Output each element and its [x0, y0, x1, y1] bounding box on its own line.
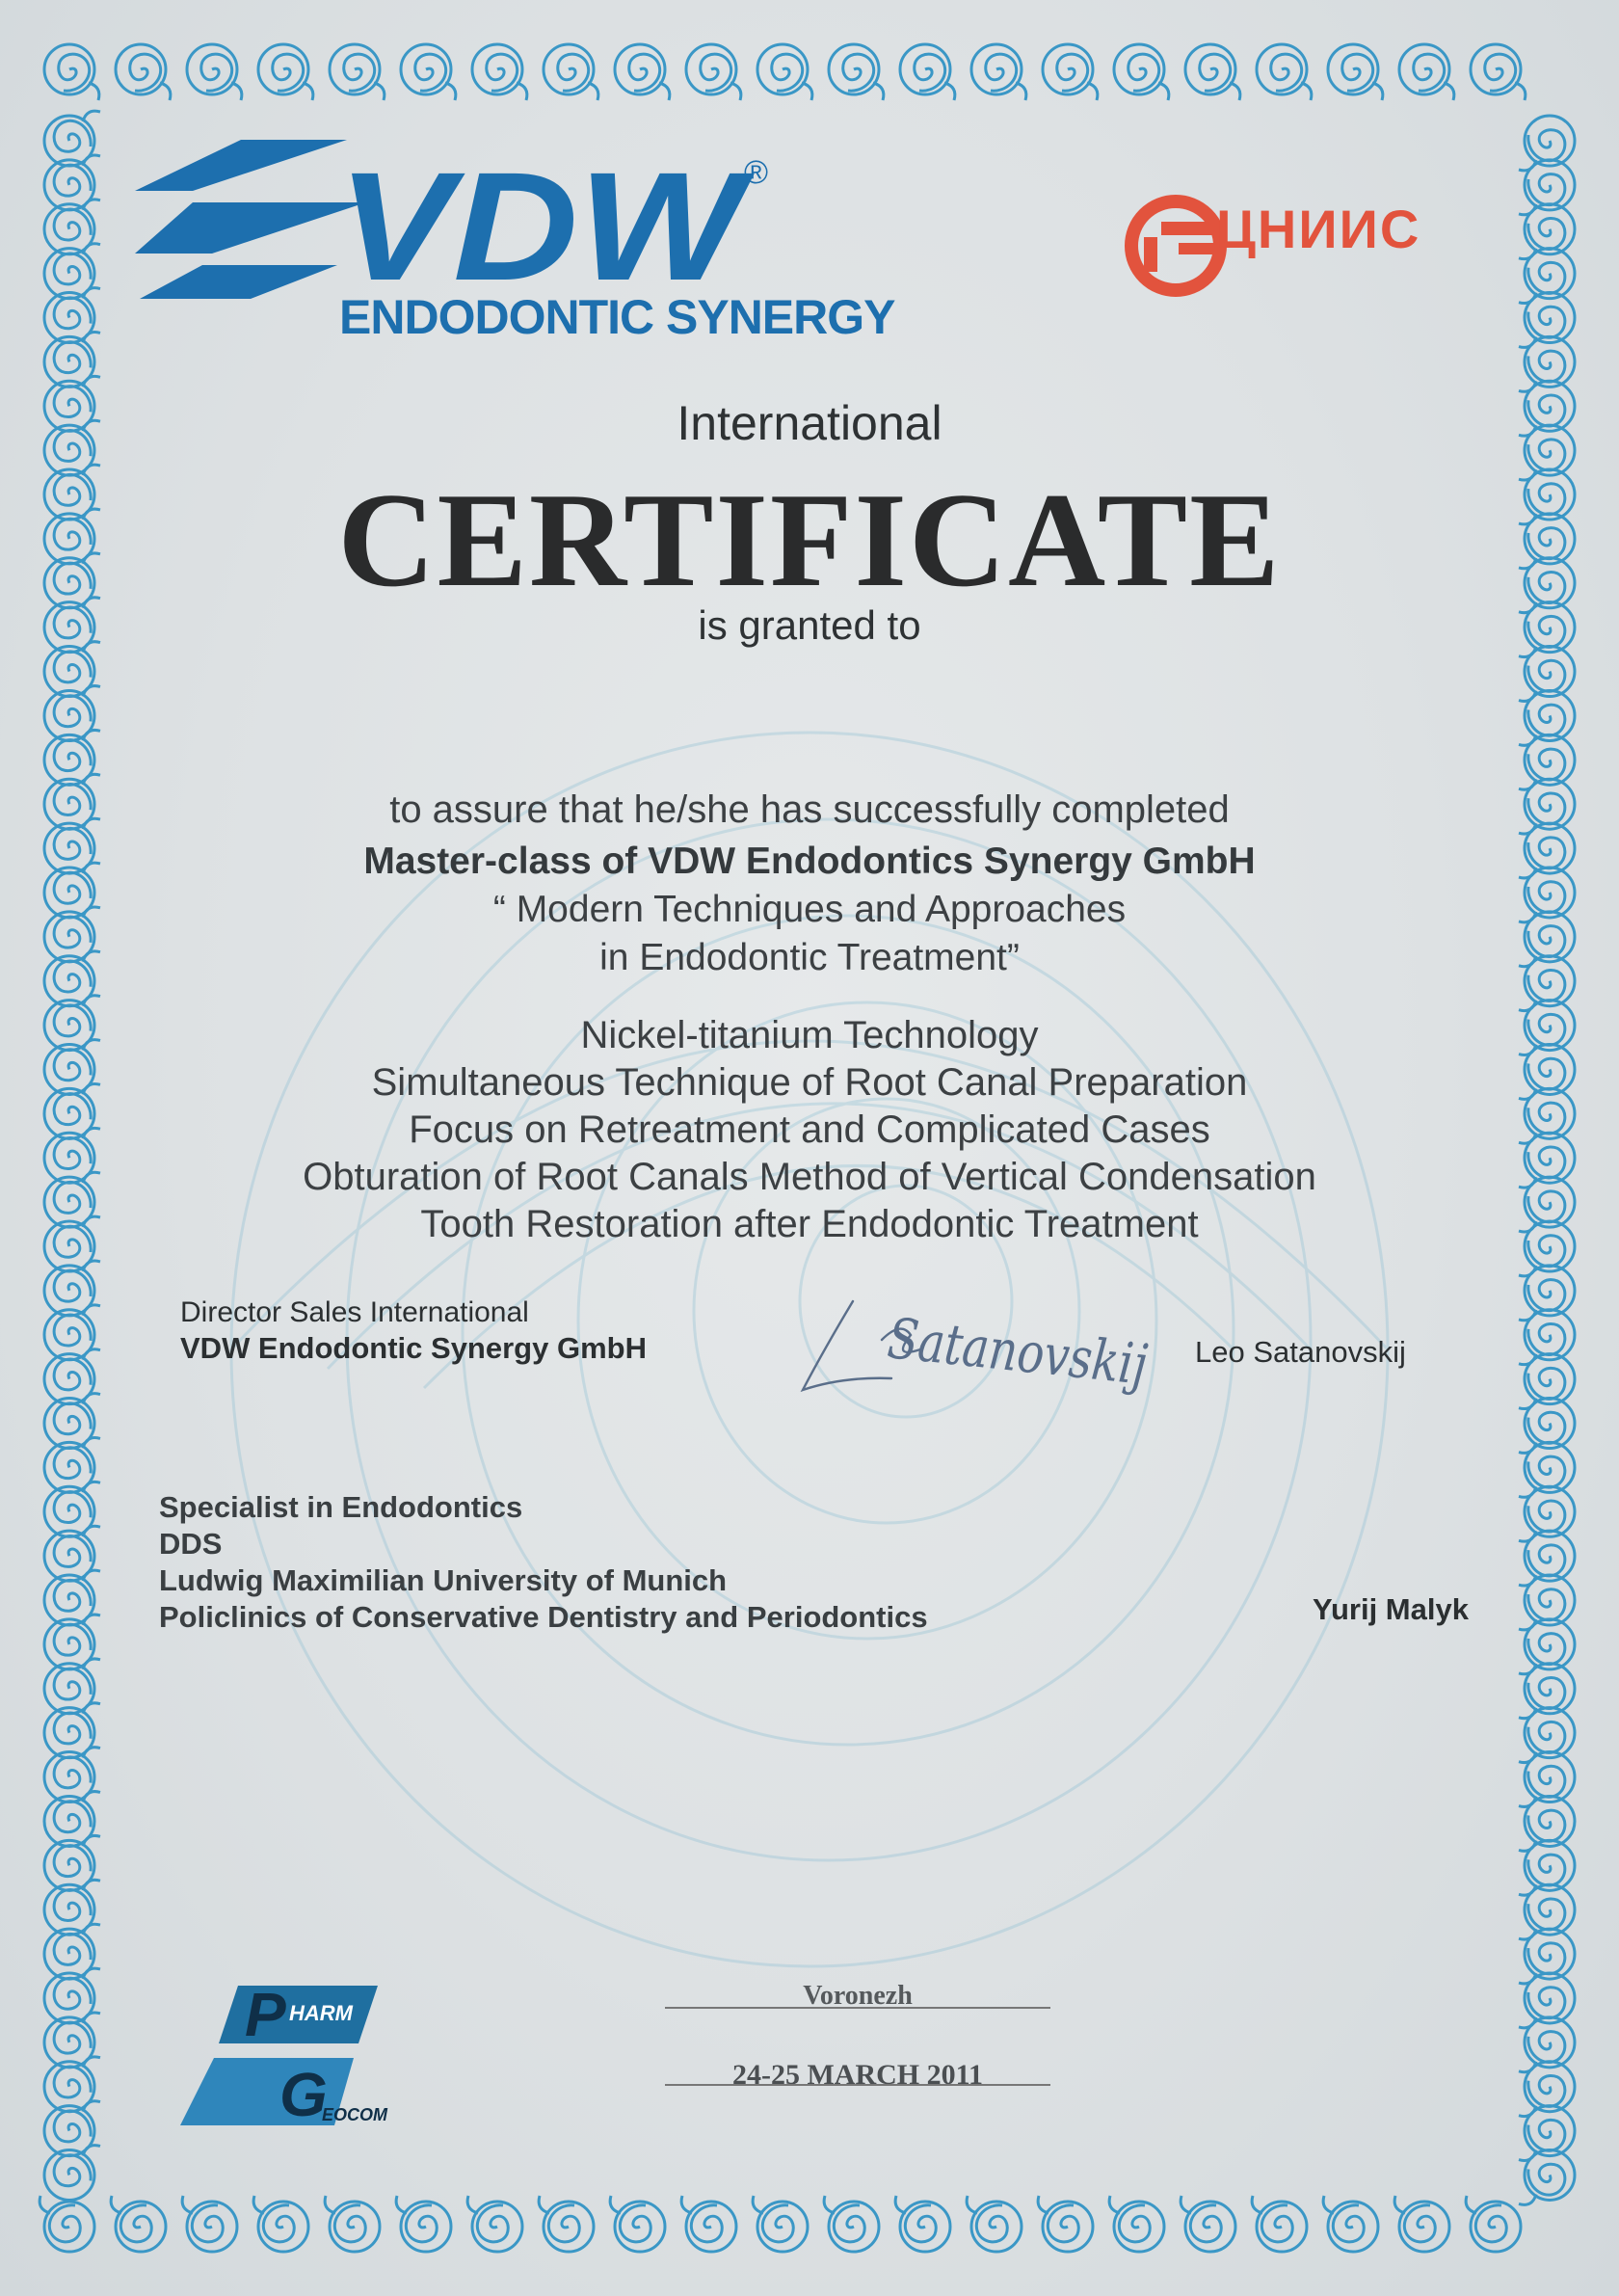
- shell-ornament: [1519, 249, 1575, 304]
- shell-ornament: [44, 1703, 100, 1758]
- shell-ornament: [1519, 1442, 1575, 1497]
- shell-ornament: [111, 2196, 166, 2252]
- shell-ornament: [44, 818, 100, 873]
- shell-ornament: [1519, 116, 1575, 171]
- shell-ornament: [1109, 2196, 1164, 2252]
- topic-item: Focus on Retreatment and Complicated Cases: [409, 1108, 1210, 1151]
- shell-ornament: [900, 44, 955, 100]
- shell-ornament: [1519, 1575, 1575, 1630]
- shell-ornament: [44, 44, 99, 100]
- shell-ornament: [44, 1659, 100, 1714]
- signatory1-title: Director Sales International: [180, 1296, 529, 1328]
- shell-ornament: [1519, 690, 1575, 745]
- shell-ornament: [467, 2196, 522, 2252]
- signatory1-name: Leo Satanovskij: [1195, 1335, 1406, 1369]
- shell-ornament: [1519, 2106, 1575, 2161]
- topic-item: Simultaneous Technique of Root Canal Preparation: [371, 1061, 1248, 1104]
- shell-ornament: [1519, 1310, 1575, 1365]
- shell-ornament: [1519, 1088, 1575, 1143]
- topic-item: Nickel-titanium Technology: [580, 1014, 1039, 1056]
- credential-line: Policlinics of Conservative Dentistry and Periodontics: [159, 1600, 928, 1634]
- shell-ornament: [44, 686, 100, 741]
- shell-ornament: [44, 111, 100, 166]
- shell-ornament: [1519, 1177, 1575, 1232]
- shell-ornament: [472, 44, 527, 100]
- shell-ornament: [44, 1792, 100, 1847]
- shell-ornament: [1519, 647, 1575, 702]
- shell-ornament: [1519, 1752, 1575, 1807]
- signatory2-name: Yurij Malyk: [1313, 1592, 1469, 1626]
- shell-ornament: [1519, 336, 1575, 391]
- shell-ornament: [44, 1394, 100, 1449]
- shell-ornament: [615, 44, 670, 100]
- shell-ornament: [258, 44, 313, 100]
- shell-ornament: [44, 642, 100, 697]
- shell-ornament: [1519, 1133, 1575, 1188]
- shell-ornament: [1519, 1840, 1575, 1895]
- shell-ornament: [1185, 44, 1240, 100]
- shell-ornament: [1519, 1486, 1575, 1541]
- shell-ornament: [544, 44, 598, 100]
- shell-ornament: [44, 1482, 100, 1536]
- signatory1-org: VDW Endodontic Synergy GmbH: [180, 1331, 647, 1365]
- shell-ornament: [1519, 912, 1575, 967]
- vdw-wordmark: VDW: [337, 140, 756, 312]
- shell-ornament: [44, 1349, 100, 1404]
- shell-ornament: [44, 200, 100, 254]
- shell-ornament: [44, 2057, 100, 2112]
- shell-ornament: [1519, 1399, 1575, 1454]
- shell-ornament: [1519, 823, 1575, 878]
- shell-ornament: [1471, 44, 1526, 100]
- shell-ornament: [1519, 1929, 1575, 1984]
- shell-ornament: [1399, 44, 1454, 100]
- shell-ornament: [1519, 1884, 1575, 1939]
- shell-ornament: [1519, 956, 1575, 1011]
- shell-ornament: [1519, 868, 1575, 922]
- shell-ornament: [330, 44, 385, 100]
- shell-ornament: [182, 2196, 237, 2252]
- course-name: Master-class of VDW Endodontics Synergy GmbH: [363, 841, 1256, 882]
- shell-ornament: [1394, 2196, 1449, 2252]
- event-date: 24-25 MARCH 2011: [732, 2059, 983, 2091]
- shell-ornament: [44, 1438, 100, 1493]
- shell-ornament: [44, 996, 100, 1051]
- shell-ornament: [1038, 2196, 1093, 2252]
- shell-ornament: [44, 1924, 100, 1979]
- shell-ornament: [1519, 1354, 1575, 1409]
- shell-ornament: [1519, 204, 1575, 259]
- shell-ornament: [44, 1172, 100, 1227]
- shell-ornament: [1519, 1221, 1575, 1276]
- shell-ornament: [44, 863, 100, 918]
- handwritten-signature: [785, 1282, 1216, 1407]
- svg-text:EOCOM: EOCOM: [322, 2105, 388, 2124]
- shell-ornament: [44, 1216, 100, 1271]
- course-subtitle-2: in Endodontic Treatment”: [599, 937, 1020, 978]
- shell-ornament: [44, 155, 100, 210]
- shell-ornament: [1519, 293, 1575, 348]
- shell-ornament: [1519, 160, 1575, 215]
- shell-ornament: [829, 44, 884, 100]
- shell-ornament: [253, 2196, 308, 2252]
- shell-ornament: [396, 2196, 451, 2252]
- tsnii-wordmark: ЦНИИС: [1216, 199, 1421, 259]
- shell-ornament: [895, 2196, 950, 2252]
- shell-ornament: [757, 44, 812, 100]
- svg-text:G: G: [279, 2060, 328, 2129]
- shell-ornament: [1519, 2149, 1575, 2204]
- topic-item: Obturation of Root Canals Method of Vertical Condensation: [303, 1156, 1316, 1198]
- shell-ornament: [44, 244, 100, 299]
- shell-ornament: [44, 1615, 100, 1669]
- shell-ornament: [44, 1526, 100, 1581]
- shell-ornament: [1519, 2062, 1575, 2117]
- shell-ornament: [44, 333, 100, 387]
- shell-ornament: [1323, 2196, 1378, 2252]
- shell-ornament: [44, 1968, 100, 2023]
- shell-ornament: [824, 2196, 879, 2252]
- course-subtitle-1: “ Modern Techniques and Approaches: [492, 889, 1127, 930]
- shell-ornament: [686, 44, 741, 100]
- shell-ornament: [401, 44, 456, 100]
- location: Voronezh: [803, 1981, 913, 2011]
- shell-ornament: [1519, 1044, 1575, 1099]
- pharmgeocom-logo: [175, 1980, 407, 2140]
- signatory2-credentials: [159, 1489, 928, 1636]
- shell-ornament: [1114, 44, 1169, 100]
- shell-ornament: [1043, 44, 1098, 100]
- shell-ornament: [44, 1570, 100, 1625]
- topics-list: [231, 1012, 1388, 1248]
- shell-ornament: [1519, 2017, 1575, 2072]
- shell-ornament: [971, 44, 1026, 100]
- shell-ornament: [40, 2196, 94, 2252]
- topic-item: Tooth Restoration after Endodontic Treatment: [420, 1203, 1199, 1245]
- shell-ornament: [44, 907, 100, 962]
- shell-ornament: [44, 1261, 100, 1316]
- svg-text:HARM: HARM: [289, 2001, 353, 2025]
- shell-ornament: [1466, 2196, 1521, 2252]
- registered-mark: ®: [744, 154, 769, 191]
- svg-text:P: P: [245, 1980, 286, 2049]
- shell-ornament: [1519, 1664, 1575, 1719]
- shell-ornament: [1519, 1619, 1575, 1674]
- shell-ornament: [44, 1748, 100, 1802]
- shell-ornament: [1519, 1796, 1575, 1851]
- granted-line: is granted to: [698, 602, 921, 648]
- assure-line: to assure that he/she has successfully completed: [389, 788, 1230, 831]
- shell-ornament: [1519, 1531, 1575, 1586]
- shell-ornament: [44, 730, 100, 785]
- shell-ornament: [1519, 1973, 1575, 2028]
- location-underline: [665, 2007, 1050, 2009]
- shell-ornament: [1328, 44, 1383, 100]
- credential-line: DDS: [159, 1527, 223, 1561]
- shell-ornament: [1519, 1708, 1575, 1763]
- shell-ornament: [44, 1083, 100, 1138]
- shell-ornament: [44, 2013, 100, 2068]
- shell-ornament: [116, 44, 171, 100]
- svg-text:Satanovskij: Satanovskij: [885, 1305, 1216, 1405]
- shell-ornament: [187, 44, 242, 100]
- shell-ornament: [44, 1128, 100, 1183]
- shell-ornament: [44, 2101, 100, 2156]
- shell-ornament: [753, 2196, 808, 2252]
- credential-line: Specialist in Endodontics: [159, 1490, 523, 1524]
- shell-ornament: [539, 2196, 594, 2252]
- shell-ornament: [1252, 2196, 1307, 2252]
- shell-ornament: [1519, 1266, 1575, 1321]
- shell-ornament: [44, 951, 100, 1006]
- shell-ornament: [1519, 779, 1575, 834]
- shell-ornament: [44, 774, 100, 829]
- certificate-pretitle: International: [677, 396, 942, 450]
- shell-ornament: [1519, 1001, 1575, 1055]
- credential-line: Ludwig Maximilian University of Munich: [159, 1563, 728, 1597]
- shell-ornament: [325, 2196, 380, 2252]
- certificate-title: CERTIFICATE: [337, 466, 1282, 615]
- shell-ornament: [610, 2196, 665, 2252]
- shell-ornament: [44, 1880, 100, 1935]
- shell-ornament: [1257, 44, 1312, 100]
- date-underline: [665, 2084, 1050, 2086]
- shell-ornament: [44, 2146, 100, 2201]
- shell-ornament: [44, 1305, 100, 1360]
- shell-ornament: [1519, 734, 1575, 789]
- shell-ornament: [44, 288, 100, 343]
- shell-ornament: [44, 1835, 100, 1890]
- shell-ornament: [1181, 2196, 1235, 2252]
- shell-ornament: [681, 2196, 736, 2252]
- vdw-tagline: ENDODONTIC SYNERGY: [339, 290, 895, 344]
- shell-ornament: [44, 1040, 100, 1095]
- shell-ornament: [967, 2196, 1022, 2252]
